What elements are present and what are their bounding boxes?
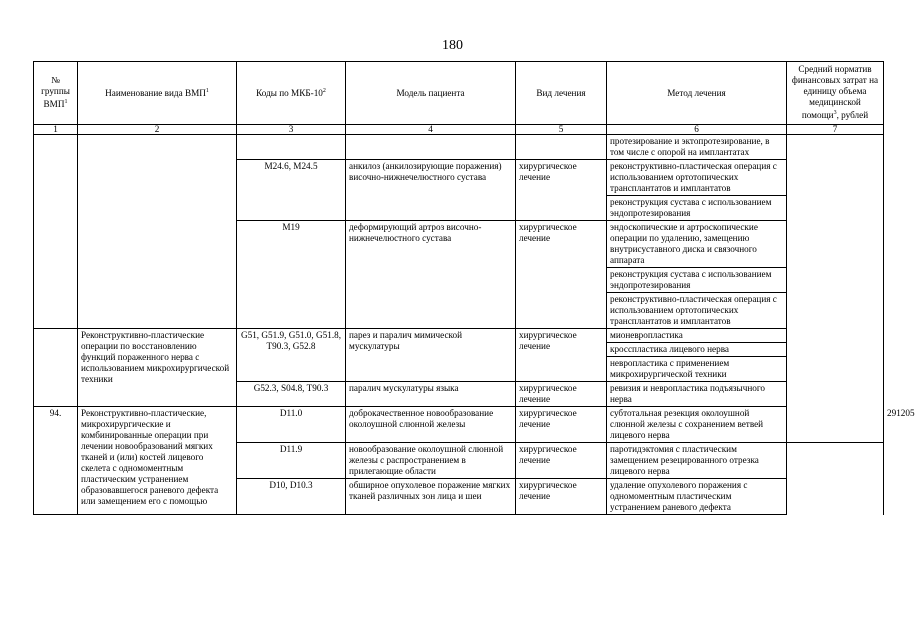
cell-type: хирургическое лечение bbox=[516, 443, 607, 479]
cell-method: невропластика с применением микрохирургической техники bbox=[607, 357, 787, 382]
cell-vmp-name: Реконструктивно-пластические, микрохирургические и комбинированные операции при лечении новообразований мягких тканей и (или) костей лицевого скелета с одномоментным пластическим устранением образовавшегося раневого дефекта или замещением его с помощью bbox=[78, 407, 237, 515]
cell-code: D10, D10.3 bbox=[237, 479, 346, 515]
cell-method: ревизия и невропластика подъязычного нерва bbox=[607, 382, 787, 407]
cell-method: реконструктивно-пластическая операция с использованием ортотопических трансплантатов и имплантатов bbox=[607, 293, 787, 329]
cell-type: хирургическое лечение bbox=[516, 479, 607, 515]
header-cost: Средний норматив финансовых затрат на единицу объема медицинской помощи$^3$, рублей bbox=[787, 62, 884, 125]
cell-code: G52.3, S04.8, T90.3 bbox=[237, 382, 346, 407]
table-row bbox=[34, 135, 884, 160]
header-icd-codes: Коды по МКБ-$10^2$ bbox=[237, 62, 346, 125]
cell-model bbox=[346, 135, 516, 160]
cell-model: паралич мускулатуры языка bbox=[346, 382, 516, 407]
cell-vmp-name: Реконструктивно-пластические операции по восстановлению функций пораженного нерва с использованием микрохирургической техники bbox=[78, 329, 237, 407]
cell-model: парез и паралич мимической мускулатуры bbox=[346, 329, 516, 382]
column-number: 5 bbox=[516, 125, 607, 135]
cell-method: реконструктивно-пластическая операция с использованием ортотопических трансплантатов и имплантатов bbox=[607, 160, 787, 196]
cell-code: D11.9 bbox=[237, 443, 346, 479]
cell-method: паротидэктомия с пластическим замещением резецированного отрезка лицевого нерва bbox=[607, 443, 787, 479]
column-number: 1 bbox=[34, 125, 78, 135]
cell-method: протезирование и эктопротезирование, в том числе с опорой на имплантатах bbox=[607, 135, 787, 160]
page-number: 180 bbox=[442, 38, 463, 53]
cell-vmp-name bbox=[78, 135, 237, 329]
cell-type: хирургическое лечение bbox=[516, 382, 607, 407]
cell-type: хирургическое лечение bbox=[516, 221, 607, 329]
header-group-number: № группы ВМП$^1$ bbox=[34, 62, 78, 125]
column-number: 2 bbox=[78, 125, 237, 135]
column-number: 4 bbox=[346, 125, 516, 135]
cell-group-number: 94. bbox=[34, 407, 78, 515]
cell-type: хирургическое лечение bbox=[516, 160, 607, 221]
table-row bbox=[34, 329, 884, 343]
cell-group-number bbox=[34, 329, 78, 407]
header-row bbox=[34, 62, 884, 125]
cell-model: доброкачественное новообразование околоушной слюнной железы bbox=[346, 407, 516, 443]
header-treatment-type: Вид лечения bbox=[516, 62, 607, 125]
header-vmp-name: Наименование вида ВМП$^1$ bbox=[78, 62, 237, 125]
cell-model: деформирующий артроз височно-нижнечелюстного сустава bbox=[346, 221, 516, 329]
column-number: 6 bbox=[607, 125, 787, 135]
cell-code: G51, G51.9, G51.0, G51.8, T90.3, G52.8 bbox=[237, 329, 346, 382]
column-number: 7 bbox=[787, 125, 884, 135]
cell-code: M19 bbox=[237, 221, 346, 329]
cell-model: новообразование околоушной слюнной железы с распространением в прилегающие области bbox=[346, 443, 516, 479]
header-patient-model: Модель пациента bbox=[346, 62, 516, 125]
cell-type: хирургическое лечение bbox=[516, 407, 607, 443]
cell-group-number bbox=[34, 135, 78, 329]
cell-type: хирургическое лечение bbox=[516, 329, 607, 382]
column-number: 3 bbox=[237, 125, 346, 135]
column-number-row bbox=[34, 125, 884, 135]
cell-code: D11.0 bbox=[237, 407, 346, 443]
cell-cost bbox=[787, 135, 884, 443]
cell-method: реконструкция сустава с использованием эндопротезирования bbox=[607, 196, 787, 221]
cell-method: эндоскопические и артроскопические операции по удалению, замещению внутрисуставного диска и связочного аппарата bbox=[607, 221, 787, 268]
header-treatment-method: Метод лечения bbox=[607, 62, 787, 125]
cell-method: реконструкция сустава с использованием эндопротезирования bbox=[607, 268, 787, 293]
table-row: 94. Реконструктивно-пластические, микрохирургические и комбинированные операции при лечении новообразований мягких тканей и (или) костей лицевого скелета с одномоментным пластическим устранением образовавшегося раневого дефекта или замещением его с помощью D11.0 доброкачественное новообразование околоушной слюнной железы хирургическое лечение субтотальная резекция околоушной слюнной железы с сохранением ветвей лицевого нерва 291205 bbox=[34, 407, 884, 443]
cell-code: M24.6, M24.5 bbox=[237, 160, 346, 221]
vmp-table bbox=[33, 61, 915, 515]
cell-type bbox=[516, 135, 607, 160]
cell-method: удаление опухолевого поражения с одномоментным пластическим устранением раневого дефекта bbox=[607, 479, 787, 515]
cell-model: анкилоз (анкилозирующие поражения) височно-нижнечелюстного сустава bbox=[346, 160, 516, 221]
cell-code bbox=[237, 135, 346, 160]
cell-method: мионевропластика bbox=[607, 329, 787, 343]
cell-model: обширное опухолевое поражение мягких тканей различных зон лица и шеи bbox=[346, 479, 516, 515]
cell-method: субтотальная резекция околоушной слюнной железы с сохранением ветвей лицевого нерва bbox=[607, 407, 787, 443]
cell-method: кросспластика лицевого нерва bbox=[607, 343, 787, 357]
